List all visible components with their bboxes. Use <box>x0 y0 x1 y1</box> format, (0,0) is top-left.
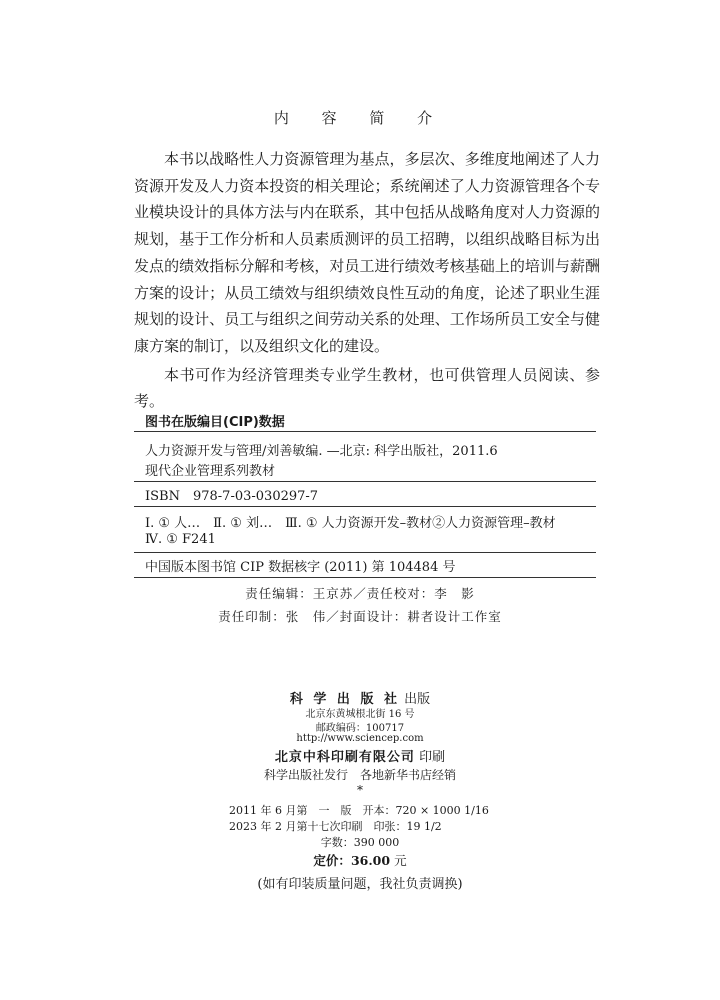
credits-line: 责任编辑：王京苏／责任校对：李 影 <box>245 586 475 601</box>
credits-line: 责任印制：张 伟／封面设计：耕者设计工作室 <box>218 609 502 624</box>
cip-class-line: Ⅰ. ① 人… Ⅱ. ① 刘… Ⅲ. ① 人力资源开发–教材②人力资源管理–教材 <box>145 516 556 531</box>
publisher-postcode: 邮政编码：100717 <box>315 723 405 734</box>
quality-notice: (如有印装质量问题，我社负责调换) <box>257 877 463 892</box>
word-count: 字数：390 000 <box>320 836 400 849</box>
distribution-line: 科学出版社发行 各地新华书店经销 <box>263 768 456 782</box>
separator-star: * <box>357 783 363 797</box>
cip-record-line: 中国版本图书馆 CIP 数据核字 (2011) 第 104484 号 <box>145 560 456 575</box>
price-line <box>0 851 720 869</box>
publisher-address: 北京东黄城根北街 16 号 <box>305 709 415 720</box>
cip-top-rule <box>134 431 596 432</box>
cip-title-line: 人力资源开发与管理/刘善敏编. —北京: 科学出版社，2011.6 <box>145 444 498 459</box>
cip-heading: 图书在版编目(CIP)数据 <box>145 415 285 430</box>
cip-class-line: Ⅳ. ① F241 <box>145 532 216 547</box>
cip-divider <box>134 481 596 482</box>
cip-series-line: 现代企业管理系列教材 <box>145 464 276 479</box>
intro-title: 内 容 简 介 <box>273 109 447 127</box>
cip-divider <box>134 552 596 553</box>
intro-paragraph: 本书以战略性人力资源管理为基点，多层次、多维度地阐述了人力资源开发及人力资本投资的相关理论；系统阐述了人力资源管理各个专业模块设计的具体方法与内在联系，其中包括从战略角度对人力资源的规划，基于工作分析和人员素质测评的员工招聘，以组织战略目标为出发点的绩效指标分解和考核，对员工进行绩效考核基础上的培训与薪酬方案的设计；从员工绩效与组织绩效良性互动的角度，论述了职业生涯规划的设计、员工与组织之间劳动关系的处理、工作场所员工安全与健康方案的制订，以及组织文化的建设。 <box>134 150 600 355</box>
cip-divider <box>134 506 596 507</box>
price-value: 36.00 <box>350 853 391 868</box>
publisher-name: 科 学 出 版 社 <box>289 692 400 707</box>
printer-suffix: 印刷 <box>414 750 446 765</box>
cip-bottom-rule <box>134 577 596 578</box>
publisher-suffix: 出版 <box>399 692 431 707</box>
printer-line <box>0 746 720 765</box>
intro-paragraph: 本书可作为经济管理类专业学生教材，也可供管理人员阅读、参考。 <box>134 365 600 411</box>
publisher-website: http://www.sciencep.com <box>296 733 424 744</box>
printer-name: 北京中科印刷有限公司 <box>274 750 415 765</box>
edition-line: 2023 年 2 月第十七次印刷 印张：19 1/2 <box>229 820 442 833</box>
cip-isbn-line: ISBN 978-7-03-030297-7 <box>145 489 319 504</box>
intro-body <box>134 146 600 415</box>
price-label: 定价： <box>313 853 351 868</box>
price-unit: 元 <box>390 853 407 868</box>
edition-line: 2011 年 6 月第 一 版 开本：720 × 1000 1/16 <box>229 804 489 817</box>
